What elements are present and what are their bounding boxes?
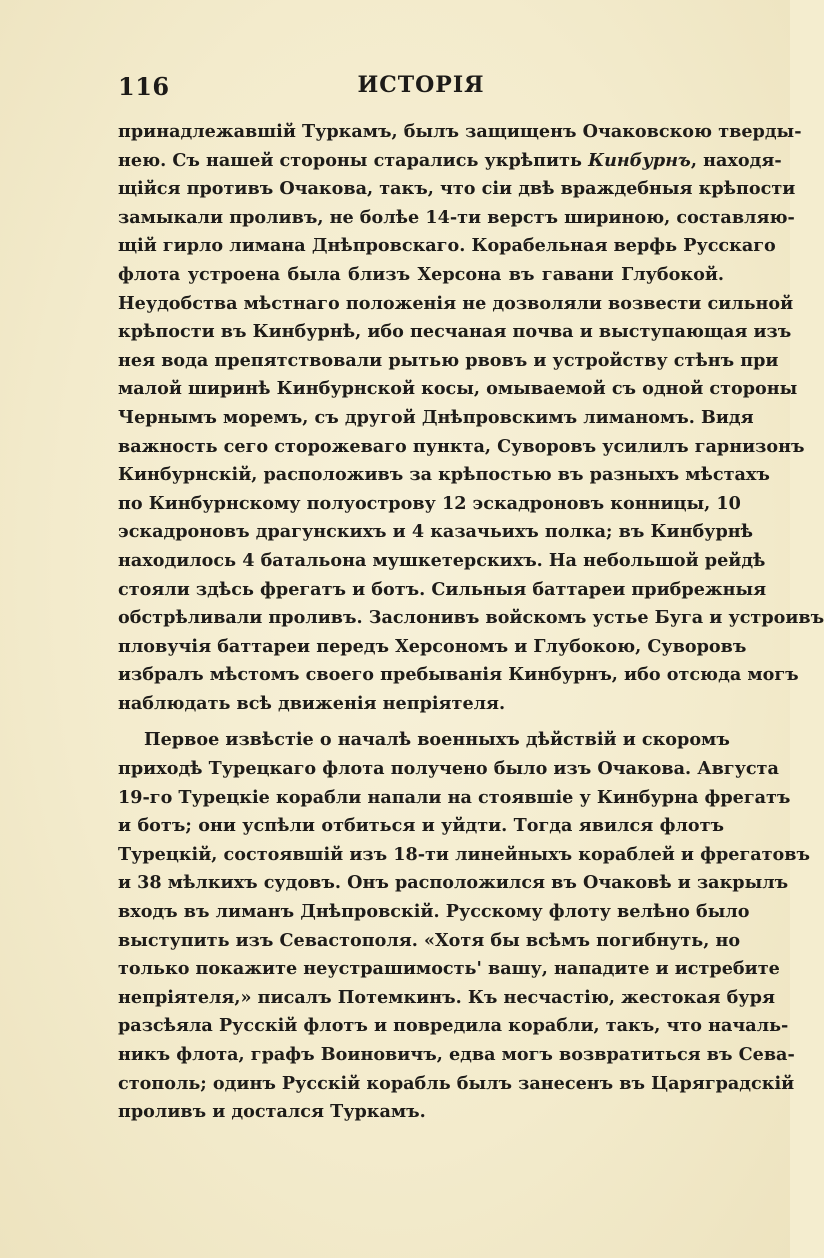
text-line: стояли здѣсь фрегатъ и ботъ. Сильныя баттареи прибрежныя (118, 578, 767, 600)
text-line: находилось 4 батальона мушкетерскихъ. На небольшой рейдѣ (118, 549, 766, 571)
text-line: флота устроена была близъ Херсона въ гавани Глубокой. (118, 263, 724, 285)
text-line: принадлежавшій Туркамъ, былъ защищенъ Очаковскою тверды- (118, 121, 802, 142)
text-line: выступить изъ Севастополя. «Хотя бы всѣмъ погибнуть, но (118, 929, 741, 951)
text-line: Чернымъ моремъ, съ другой Днѣпровскимъ лиманомъ. Видя (118, 406, 754, 428)
paragraph-2 (118, 726, 811, 1126)
text-line: никъ флота, графъ Воиновичъ, едва могъ возвратиться въ Сева- (118, 1044, 795, 1065)
text-line: только покажите неустрашимость' вашу, нападите и истребите (118, 958, 780, 980)
text-line: входъ въ лиманъ Днѣпровскій. Русскому флоту велѣно было (118, 901, 750, 923)
text-line: важность сего сторожеваго пункта, Суворовъ усилилъ гарнизонъ (118, 435, 805, 457)
text-line: избралъ мѣстомъ своего пребыванія Кинбурнъ, ибо отсюда могъ (118, 664, 799, 686)
text-line: и 38 мѣлкихъ судовъ. Онъ расположился въ Очаковѣ и закрылъ (118, 872, 789, 894)
text-line: щій гирло лимана Днѣпровскаго. Корабельная верфь Русскаго (118, 235, 776, 257)
paragraph-1 (118, 118, 824, 718)
text-line: проливъ и достался Туркамъ. (118, 1101, 426, 1123)
text-line: 19-го Турецкіе корабли напали на стоявшіе у Кинбурна фрегатъ (118, 786, 791, 808)
text-line: пловучія баттареи передъ Херсономъ и Глубокою, Суворовъ (118, 635, 747, 657)
text-line: Турецкій, состоявшій изъ 18-ти линейныхъ кораблей и фрегатовъ (118, 843, 811, 865)
text-line: и ботъ; они успѣли отбиться и уйдти. Тогда явился флотъ (118, 815, 724, 837)
text-line: нею. Съ нашей стороны старались укрѣпить Кинбурнъ, находя- (118, 149, 782, 171)
text-line: замыкали проливъ, не болѣе 14-ти верстъ шириною, составляю- (118, 206, 795, 228)
page-header (118, 72, 724, 108)
text-line: стополь; одинъ Русскій корабль былъ занесенъ въ Царяградскій (118, 1072, 795, 1094)
text-line: приходѣ Турецкаго флота получено было изъ Очакова. Августа (118, 758, 779, 780)
text-line: малой ширинѣ Кинбурнской косы, омываемой съ одной стороны (118, 378, 798, 400)
text-line: Кинбурнскій, расположивъ за крѣпостью въ разныхъ мѣстахъ (118, 464, 770, 486)
text-line: нея вода препятствовали рытью рвовъ и устройству стѣнъ при (118, 349, 779, 371)
running-head: ИСТОРІЯ (357, 72, 485, 98)
page-number: 116 (118, 72, 170, 101)
text-line: обстрѣливали проливъ. Заслонивъ войскомъ устье Буга и устроивъ (118, 607, 824, 629)
text-line: по Кинбурнскому полуострову 12 эскадроновъ конницы, 10 (118, 492, 741, 514)
text-line: разсѣяла Русскій флотъ и повредила корабли, такъ, что началь- (118, 1015, 789, 1037)
text-line: крѣпости въ Кинбурнѣ, ибо песчаная почва и выступающая изъ (118, 321, 792, 343)
text-line: эскадроновъ драгунскихъ и 4 казачьихъ полка; въ Кинбурнѣ (118, 521, 753, 543)
body-text (118, 118, 824, 1127)
text-line: наблюдать всѣ движенія непріятеля. (118, 692, 506, 714)
text-line: Первое извѣстіе о началѣ военныхъ дѣйствій и скоромъ (144, 729, 730, 751)
italic-place-name: Кинбурнъ (588, 149, 691, 171)
text-line: Неудобства мѣстнаго положенія не дозволяли возвести сильной (118, 292, 794, 314)
text-line: щійся противъ Очакова, такъ, что сіи двѣ враждебныя крѣпости (118, 178, 796, 200)
text-line: непріятеля,» писалъ Потемкинъ. Къ несчастію, жестокая буря (118, 986, 775, 1008)
